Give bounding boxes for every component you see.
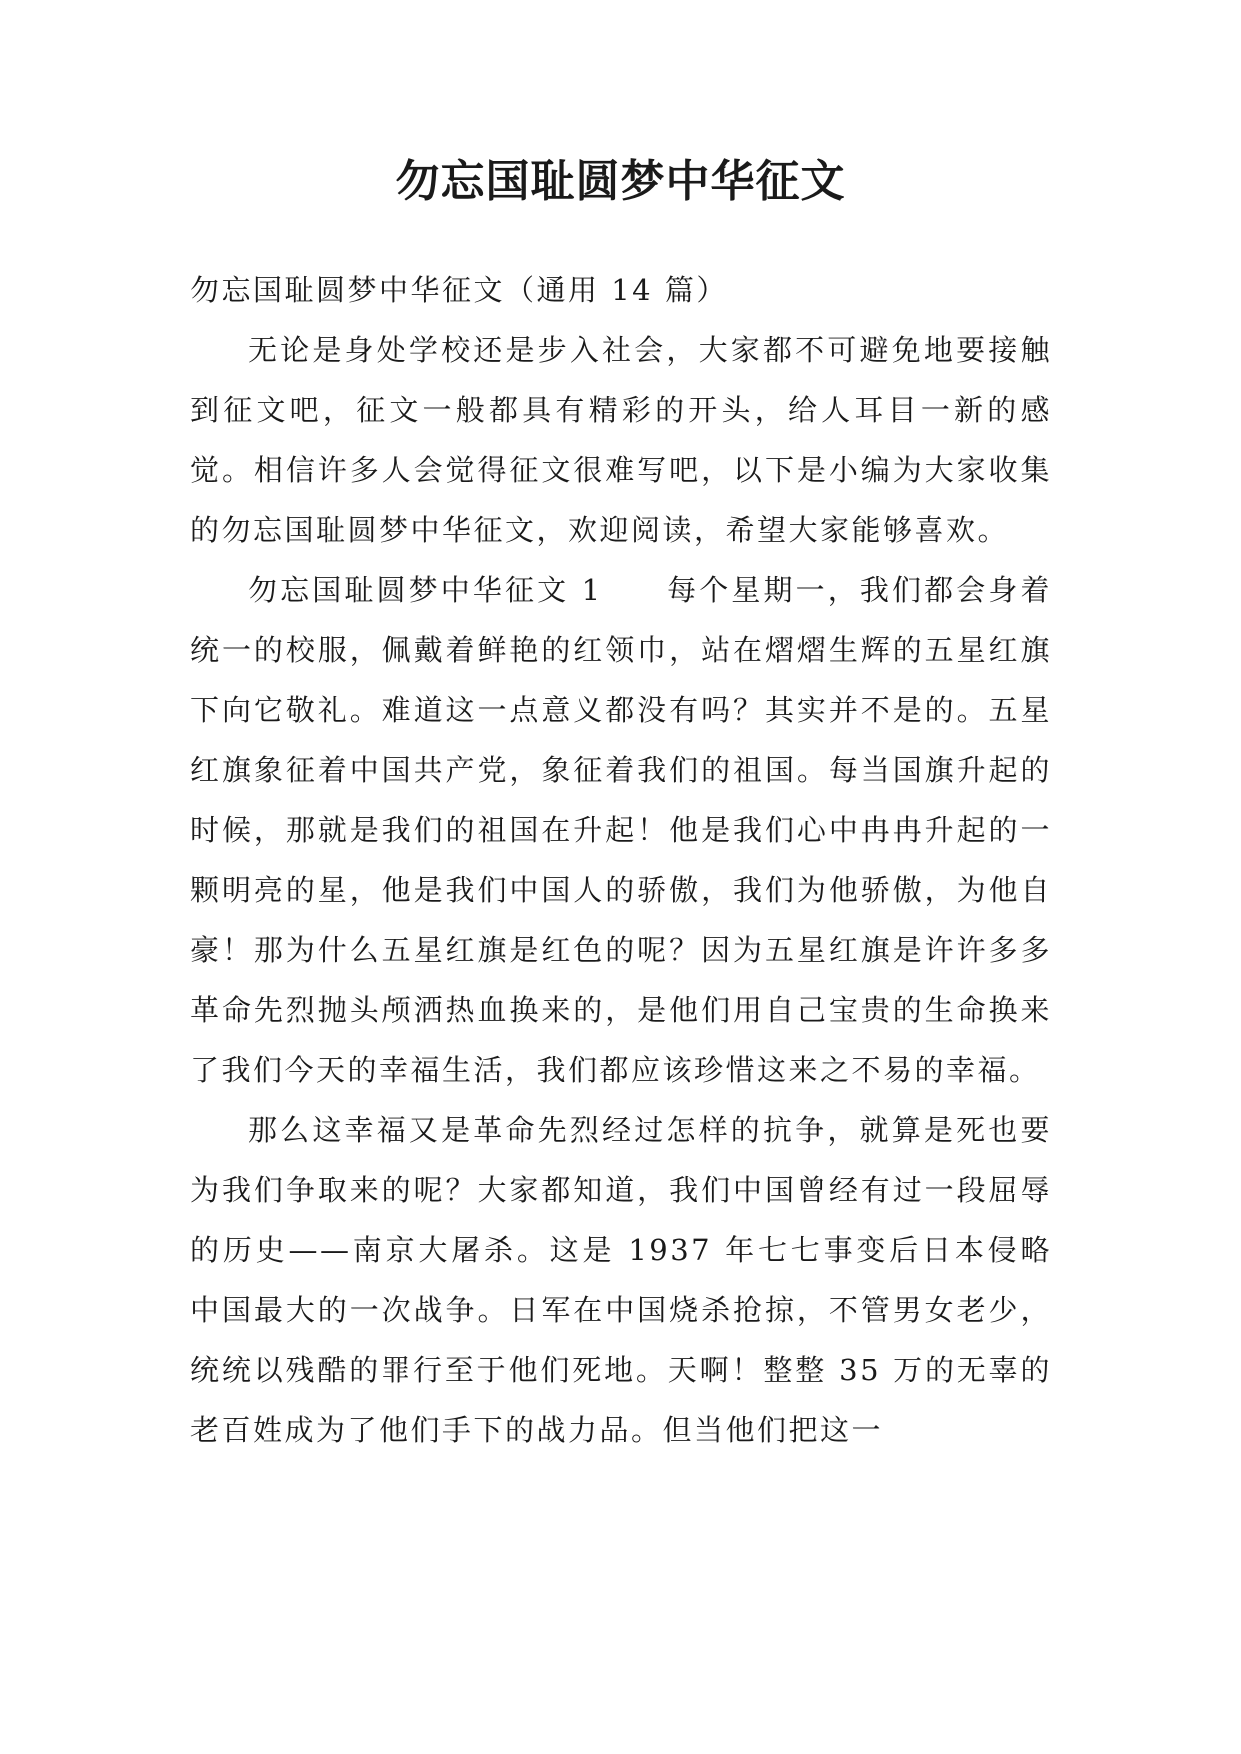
document-title: 勿忘国耻圆梦中华征文: [395, 156, 846, 207]
document-body: [190, 260, 1052, 1460]
section-1-text: 每个星期一，我们都会身着统一的校服，佩戴着鲜艳的红领巾，站在熠熠生辉的五星红旗下向它敬礼。难道这一点意义都没有吗？其实并不是的。五星红旗象征着中国共产党，象征着我们的祖国。每当国旗升起的时候，那就是我们的祖国在升起！他是我们心中冉冉升起的一颗明亮的星，他是我们中国人的骄傲，我们为他骄傲，为他自豪！那为什么五星红旗是红色的呢？因为五星红旗是许许多多革命先烈抛头颅洒热血换来的，是他们用自己宝贵的生命换来了我们今天的幸福生活，我们都应该珍惜这来之不易的幸福。: [190, 573, 1052, 1087]
section-2-paragraph: 那么这幸福又是革命先烈经过怎样的抗争，就算是死也要为我们争取来的呢？大家都知道，我们中国曾经有过一段屈辱的历史——南京大屠杀。这是 1937 年七七事变后日本侵略中国最大的一次战争。日军在中国烧杀抢掠，不管男女老少，统统以残酷的罪行至于他们死地。天啊！整整 35 万的无辜的老百姓成为了他们手下的战力品。但当他们把这一: [190, 1113, 1052, 1447]
section-1-paragraph: [190, 560, 1052, 1100]
section-heading: 勿忘国耻圆梦中华征文 1: [248, 573, 603, 607]
document-subtitle: 勿忘国耻圆梦中华征文（通用 14 篇）: [190, 273, 728, 307]
intro-paragraph: 无论是身处学校还是步入社会，大家都不可避免地要接触到征文吧，征文一般都具有精彩的开头，给人耳目一新的感觉。相信许多人会觉得征文很难写吧，以下是小编为大家收集的勿忘国耻圆梦中华征文，欢迎阅读，希望大家能够喜欢。: [190, 333, 1052, 547]
